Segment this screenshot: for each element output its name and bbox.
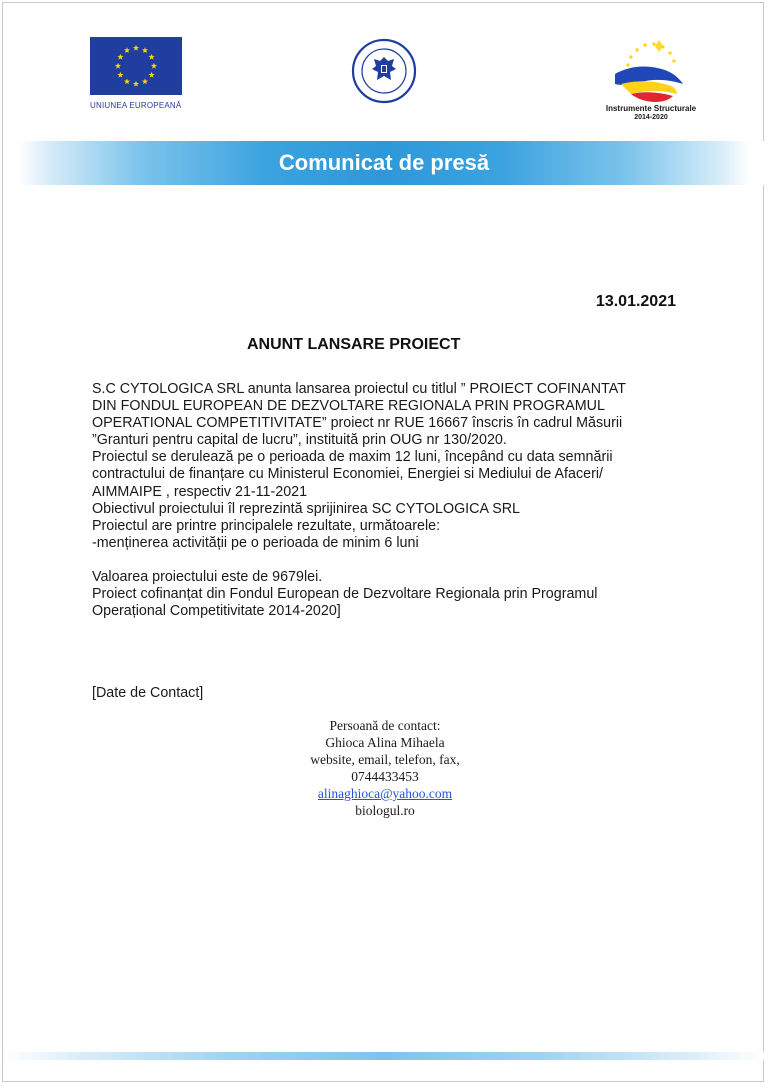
eu-star-icon bbox=[124, 78, 130, 84]
eu-star-icon bbox=[117, 54, 123, 60]
body-line: Valoarea proiectului este de 9679lei. bbox=[92, 568, 323, 585]
contact-phone: 0744433453 bbox=[351, 769, 419, 784]
body-line: DIN FONDUL EUROPEAN DE DEZVOLTARE REGIONALA PRIN PROGRAMUL bbox=[92, 398, 605, 415]
eu-star-icon bbox=[124, 47, 130, 53]
body-line: AIMMAIPE , respectiv 21-11-2021 bbox=[92, 483, 308, 500]
announcement-body bbox=[92, 381, 692, 620]
banner-title: Comunicat de presă bbox=[278, 150, 490, 175]
is-caption-line1: Instrumente Structurale bbox=[605, 104, 697, 113]
government-seal-logo bbox=[351, 38, 417, 104]
body-line: OPERATIONAL COMPETITIVITATE” proiect nr RUE 16667 înscris în cadrul Măsurii bbox=[92, 415, 623, 432]
eu-flag-logo bbox=[90, 37, 182, 101]
eu-flag-icon bbox=[90, 37, 182, 95]
instrumente-structurale-caption bbox=[596, 104, 706, 121]
body-line: Proiectul se derulează pe o perioada de maxim 12 luni, începând cu data semnării bbox=[92, 449, 613, 466]
contact-title: Persoană de contact: bbox=[329, 718, 441, 733]
body-line: Proiect cofinanțat din Fondul European de Dezvoltare Regionala prin Programul bbox=[92, 586, 598, 603]
document-date: 13.01.2021 bbox=[595, 293, 676, 310]
eu-star-icon bbox=[133, 45, 139, 51]
eu-star-icon bbox=[149, 72, 155, 78]
eu-star-icon bbox=[151, 63, 157, 69]
press-release-banner bbox=[3, 141, 765, 185]
eu-star-icon bbox=[133, 81, 139, 87]
body-line: ”Granturi pentru capital de lucru”, instituită prin OUG nr 130/2020. bbox=[92, 432, 507, 449]
contact-email-link[interactable]: alinaghioca@yahoo.com bbox=[317, 786, 453, 801]
contact-name: Ghioca Alina Mihaela bbox=[325, 735, 445, 750]
eu-star-icon bbox=[117, 72, 123, 78]
body-line: Proiectul are printre principalele rezultate, următoarele: bbox=[92, 517, 441, 534]
document-heading: ANUNT LANSARE PROIECT bbox=[247, 336, 461, 353]
body-line: S.C CYTOLOGICA SRL anunta lansarea proiectul cu titlul ” PROIECT COFINANTAT bbox=[92, 381, 626, 397]
eu-star-icon bbox=[142, 78, 148, 84]
footer-band bbox=[3, 1052, 765, 1060]
eu-star-icon bbox=[149, 54, 155, 60]
eu-star-icon bbox=[115, 63, 121, 69]
body-line: -menținerea activității pe o perioada de minim 6 luni bbox=[92, 534, 419, 551]
body-line: Operațional Competitivitate 2014-2020] bbox=[92, 603, 341, 620]
paragraph-gap bbox=[92, 552, 692, 569]
eu-star-icon bbox=[142, 47, 148, 53]
eu-caption: UNIUNEA EUROPEANĂ bbox=[90, 101, 182, 110]
contact-section-label: [Date de Contact] bbox=[92, 685, 204, 701]
instrumente-structurale-logo bbox=[607, 36, 697, 106]
contact-fields: website, email, telefon, fax, bbox=[310, 752, 460, 767]
contact-website: biologul.ro bbox=[355, 803, 415, 818]
body-line: Obiectivul proiectului îl reprezintă sprijinirea SC CYTOLOGICA SRL bbox=[92, 500, 521, 517]
is-caption-line2: 2014-2020 bbox=[634, 114, 668, 121]
body-line: contractului de finanțare cu Ministerul Economiei, Energiei si Mediului de Afaceri/ bbox=[92, 466, 603, 483]
contact-block bbox=[270, 717, 500, 819]
